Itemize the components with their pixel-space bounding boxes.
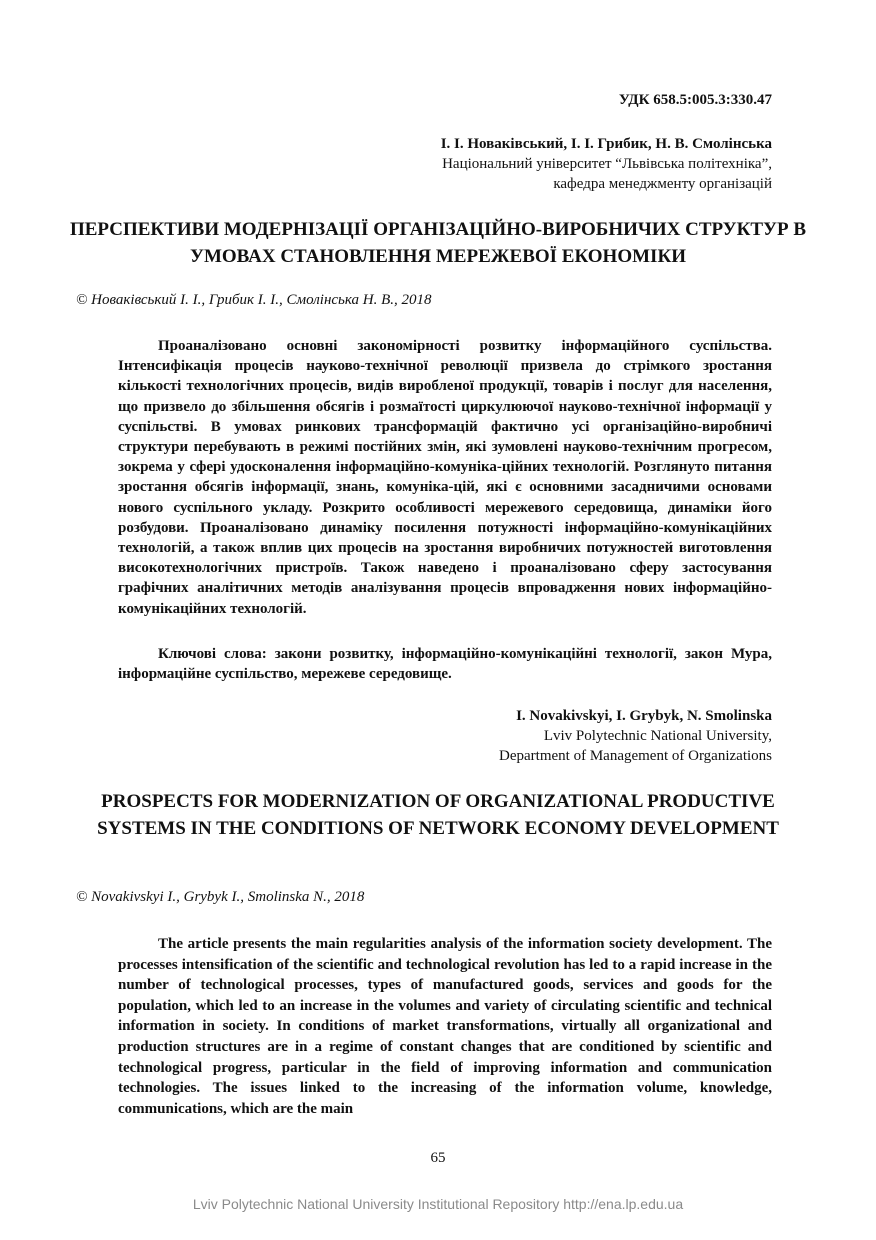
en-affiliation-line1: Lviv Polytechnic National University, (543, 728, 772, 744)
repository-footer: Lviv Polytechnic National University Institutional Repository http://ena.lp.edu.ua (192, 1196, 684, 1212)
en-copyright: © Novakivskyi I., Grybyk I., Smolinska N., 2018 (76, 889, 365, 905)
en-title: PROSPECTS FOR MODERNIZATION OF ORGANIZATIONAL PRODUCTIVE SYSTEMS IN THE CONDITIONS OF NETWORK ECONOMY DEVELOPMENT (97, 791, 779, 839)
udc-code: УДК 658.5:005.3:330.47 (618, 92, 772, 108)
en-abstract: The article presents the main regularities analysis of the information society development. The processes intensification of the scientific and technological revolution has led to a rapid increase in the number of technological processes, types of manufactured goods, services and goods for the population, which led to an increase in the volumes and variety of circulating scientific and technical information in society. In conditions of market transformations, virtually all organizational and production structures are in a regime of constant changes that are conditioned by scientific and technological progress, particular in the field of improving information and communication technologies. The issues linked to the increasing of the information volume, knowledge, communications, which are the main (118, 936, 772, 1117)
page-number: 65 (430, 1150, 446, 1166)
ua-title: ПЕРСПЕКТИВИ МОДЕРНІЗАЦІЇ ОРГАНІЗАЦІЙНО-ВИРОБНИЧИХ СТРУКТУР В УМОВАХ СТАНОВЛЕННЯ МЕРЕЖЕВОЇ ЕКОНОМІКИ (69, 219, 807, 267)
en-affiliation-line2: Department of Management of Organizations (499, 748, 772, 764)
en-author-block (499, 706, 772, 766)
ua-authors: І. І. Новаківський, І. І. Грибик, Н. В. Смолінська (440, 136, 772, 152)
ua-author-block (441, 134, 772, 194)
en-authors: I. Novakivskyi, I. Grybyk, N. Smolinska (516, 708, 772, 724)
ua-abstract: Проаналізовано основні закономірності розвитку інформаційного суспільства. Інтенсифікація процесів науково-технічної революції призвела до стрімкого зростання кількості технологічних процесів, видів виробленої продукції, товарів і послуг для населення, що призвело до збільшення обсягів і розмаїтості циркулюючої науково-технічної інформації у суспільстві. В умовах ринкових трансформацій фактично усі організаційно-виробничі структури перебувають в режимі постійних змін, які зумовлені науково-технічним прогресом, зокрема у сфері удосконалення інформаційно-комуніка-ційних технологій. Розглянуто питання зростання обсягів інформації, знань, комуніка-цій, які є основними засадничими основами нового суспільного укладу. Розкрито особливості мережевого середовища, динаміки його розбудови. Проаналізовано динаміку посилення потужності інформаційно-комунікаційних технологій, а також вплив цих процесів на зростання виробничих потужностей виготовлення високотехнологічних пристроїв. Також наведено і проаналізовано сферу застосування графічних аналітичних методів аналізування процесів впровадження нових інформаційно-комунікаційних технологій. (118, 338, 772, 617)
ua-affiliation-line1: Національний університет “Львівська політехніка”, (442, 156, 772, 172)
ua-keywords: Ключові слова: закони розвитку, інформаційно-комунікаційні технології, закон Мура, інформаційне суспільство, мережеве середовище. (118, 646, 772, 683)
ua-affiliation-line2: кафедра менеджменту організацій (553, 176, 772, 192)
ua-copyright: © Новаківський І. І., Грибик І. І., Смолінська Н. В., 2018 (76, 292, 432, 308)
